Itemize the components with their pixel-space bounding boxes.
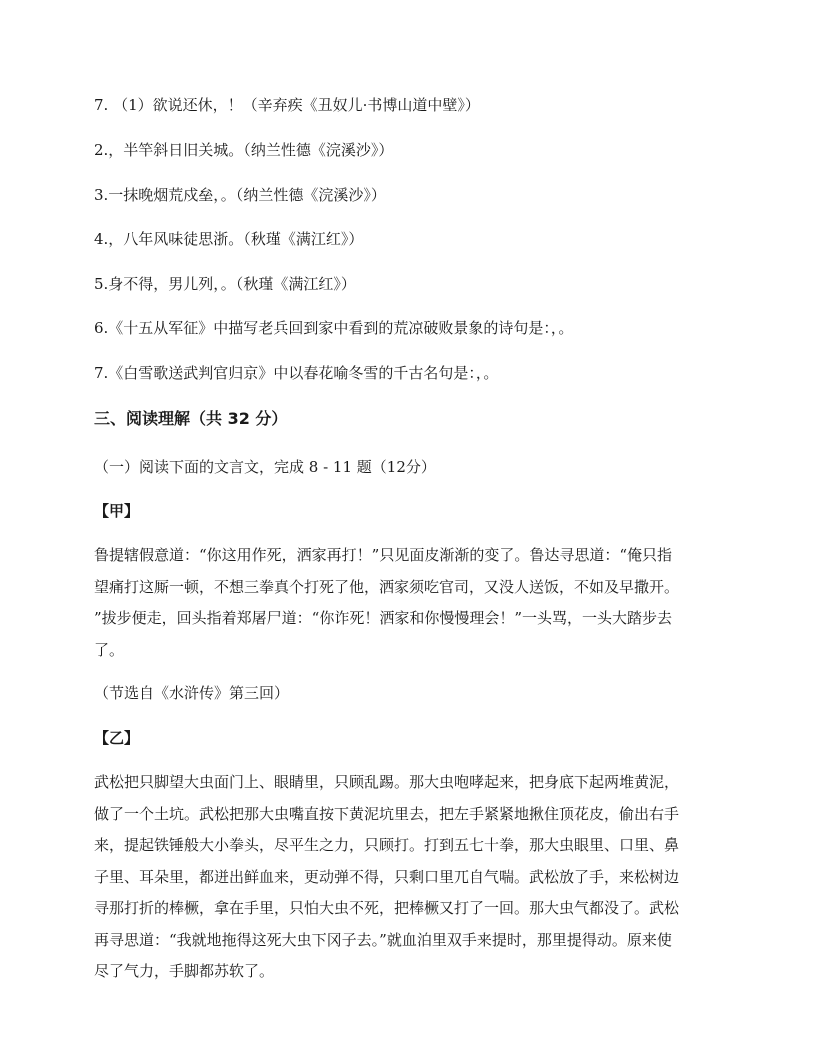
passage-line: 尽了气力，手脚都苏软了。 <box>94 962 275 980</box>
passage-yi <box>94 767 724 988</box>
passage-jia <box>94 540 724 666</box>
passage-line: 来，提起铁锤般大小拳头，尽平生之力，只顾打。打到五七十拳，那大虫眼里、口里、鼻 <box>94 836 680 854</box>
question-7: 7.《白雪歌送武判官归京》中以春花喻冬雪的千古名句是：，。 <box>94 364 499 382</box>
passage-jia-source: （节选自《水浒传》第三回） <box>94 684 290 702</box>
passage-line: 望痛打这厮一顿，不想三拳真个打死了他，洒家须吃官司，又没人送饭，不如及早撒开。 <box>94 577 680 596</box>
passage-line: 再寻思道：“我就地拖得这死大虫下冈子去。”就血泊里双手来提时，那里提得动。原来使 <box>94 930 672 949</box>
section-heading: 三、阅读理解（共 32 分） <box>94 409 288 428</box>
passage-line: 武松把只脚望大虫面门上、眼睛里，只顾乱踢。那大虫咆哮起来，把身底下起两堆黄泥， <box>94 773 680 791</box>
question-3: 3.一抹晚烟荒戍垒，。（纳兰性德《浣溪沙》） <box>94 186 386 204</box>
question-4: 4.，八年风味徒思浙。（秋瑾《满江红》） <box>94 230 364 248</box>
passage-yi-tag: 【乙】 <box>94 729 140 747</box>
passage-line: 寻那打折的棒橛，拿在手里，只怕大虫不死，把棒橛又打了一回。那大虫气都没了。武松 <box>94 899 680 917</box>
question-7-1: 7. （1）欲说还休，！（辛弃疾《丑奴儿·书博山道中壁》） <box>94 96 480 114</box>
passage-line: 鲁提辖假意道：“你这用作死，洒家再打！”只见面皮渐渐的变了。鲁达寻思道：“俺只指 <box>94 546 673 564</box>
sub-instruction: （一）阅读下面的文言文，完成 8 - 11 题（12分） <box>94 458 436 476</box>
passage-line: 子里、耳朵里，都迸出鲜血来，更动弹不得，只剩口里兀自气喘。武松放了手，来松树边 <box>94 867 680 886</box>
question-5: 5.身不得，男儿列，。（秋瑾《满江红》） <box>94 275 356 293</box>
passage-line: 了。 <box>94 640 125 659</box>
passage-line: 做了一个土坑。武松把那大虫嘴直按下黄泥坑里去，把左手紧紧地揪住顶花皮，偷出右手 <box>94 804 680 823</box>
passage-line: ”拔步便走，回头指着郑屠尸道：“你诈死！洒家和你慢慢理会！”一头骂，一头大踏步去 <box>94 609 673 627</box>
question-2: 2.，半竿斜日旧关城。（纳兰性德《浣溪沙》） <box>94 141 394 159</box>
question-6: 6.《十五从军征》中描写老兵回到家中看到的荒凉破败景象的诗句是：，。 <box>94 319 574 337</box>
passage-jia-tag: 【甲】 <box>94 502 140 520</box>
